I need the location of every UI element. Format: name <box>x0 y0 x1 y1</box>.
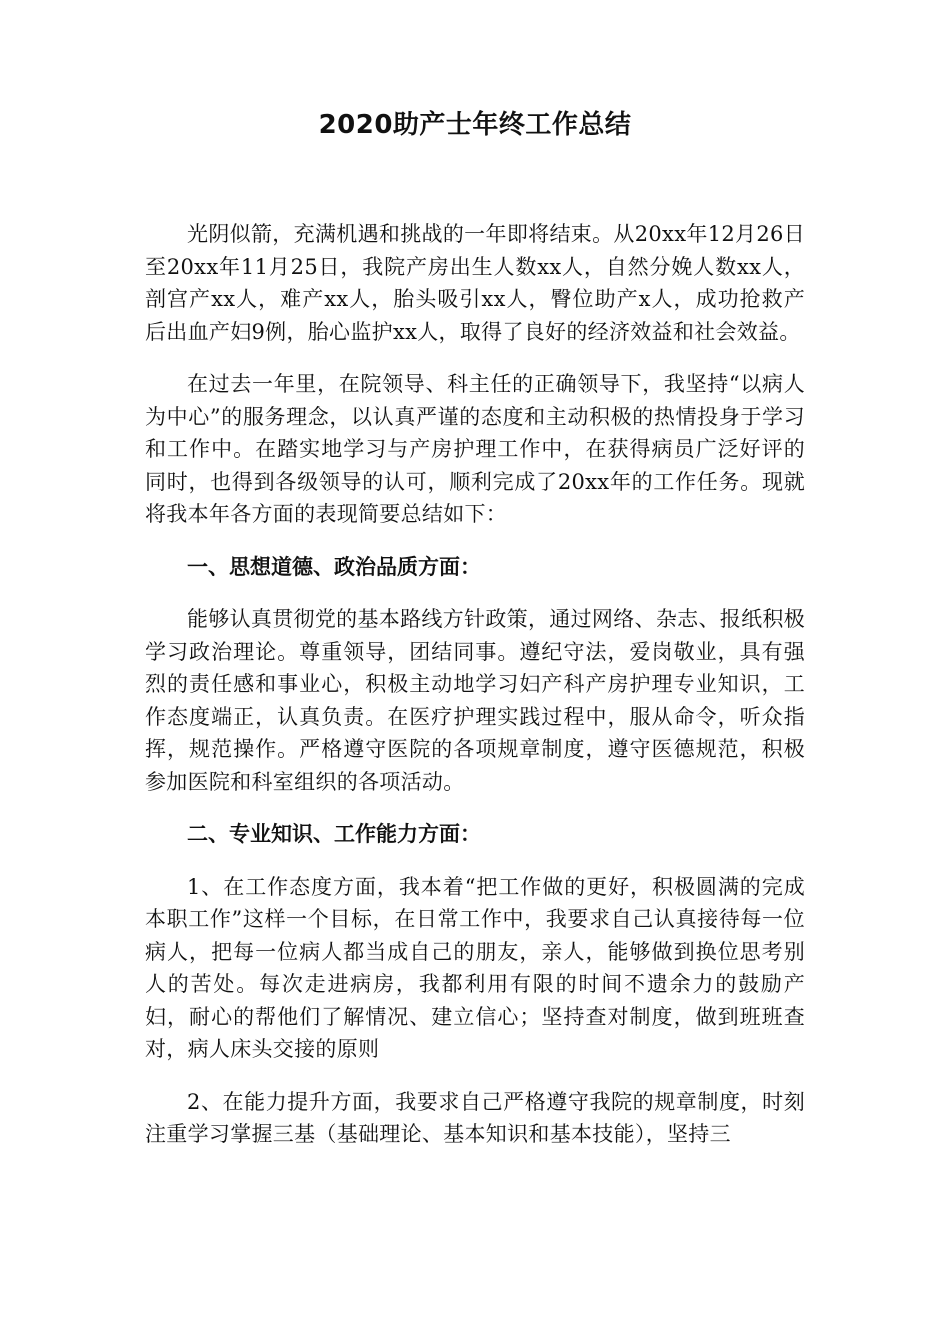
section-heading-professional: 二、专业知识、工作能力方面： <box>187 822 481 846</box>
paragraph-overview: 在过去一年里，在院领导、科主任的正确领导下，我坚持“以病人为中心”的服务理念，以认真严谨的态度和主动积极的热情投身于学习和工作中。在踏实地学习与产房护理工作中，在获得病员广泛好评的同时，也得到各级领导的认可，顺利完成了20xx年的工作任务。现就将我本年各方面的表现简要总结如下： <box>145 372 805 526</box>
paragraph-ability: 2、在能力提升方面，我要求自己严格遵守我院的规章制度，时刻注重学习掌握三基（基础理论、基本知识和基本技能），坚持三 <box>145 1089 805 1146</box>
document-body <box>145 218 805 1171</box>
paragraph-ideology: 能够认真贯彻党的基本路线方针政策，通过网络、杂志、报纸积极学习政治理论。尊重领导，团结同事。遵纪守法，爱岗敬业，具有强烈的责任感和事业心，积极主动地学习妇产科产房护理专业知识，工作态度端正，认真负责。在医疗护理实践过程中，服从命令，听众指挥，规范操作。严格遵守医院的各项规章制度，遵守医德规范，积极参加医院和科室组织的各项活动。 <box>145 607 805 794</box>
document-title: 2020助产士年终工作总结 <box>318 110 632 141</box>
section-heading-ideology: 一、思想道德、政治品质方面： <box>187 554 481 579</box>
paragraph-intro: 光阴似箭，充满机遇和挑战的一年即将结束。从20xx年12月26日至20xx年11月25日，我院产房出生人数xx人，自然分娩人数xx人，剖宫产xx人，难产xx人，胎头吸引xx人，臀位助产x人，成功抢救产后出血产妇9例，胎心监护xx人，取得了良好的经济效益和社会效益。 <box>145 222 805 344</box>
paragraph-work-attitude: 1、在工作态度方面，我本着“把工作做的更好，积极圆满的完成本职工作”这样一个目标，在日常工作中，我要求自己认真接待每一位病人，把每一位病人都当成自己的朋友，亲人，能够做到换位思考别人的苦处。每次走进病房，我都利用有限的时间不遗余力的鼓励产妇，耐心的帮他们了解情况、建立信心；坚持查对制度，做到班班查对，病人床头交接的原则 <box>145 874 805 1061</box>
